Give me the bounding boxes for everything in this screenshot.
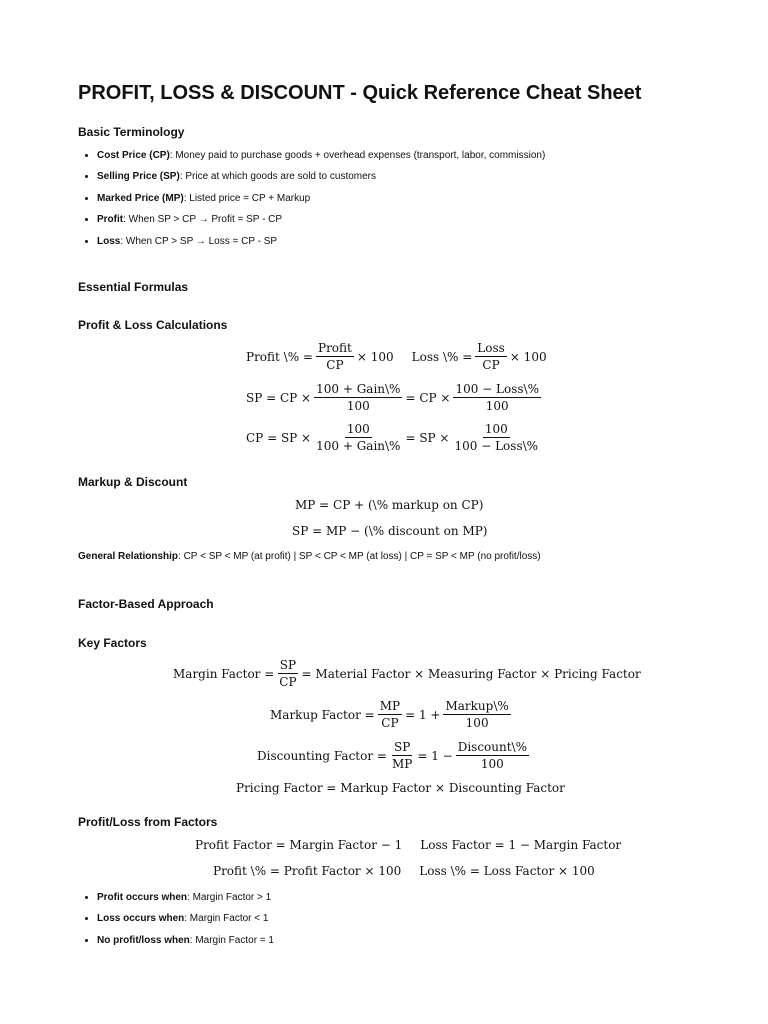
general-relationship: General Relationship: CP < SP < MP (at profit) | SP < CP < MP (at loss) | CP = SP < MP (no profit/loss) — [78, 551, 541, 562]
list-item: • Profit: When SP > CP → Profit = SP - CP — [97, 213, 545, 234]
condition-list — [78, 891, 274, 955]
list-item: • Loss occurs when: Margin Factor < 1 — [97, 912, 274, 933]
formula-cp-from-sp: CP = SP × $\frac{100}{\text{100 + Gain\textbackslash{}\%}}$ = SP × $\frac{100}{\text{100 − Loss\textbackslash{}\%}}$ — [246, 422, 539, 453]
fraction: $\frac{SP}{MP}$ — [391, 740, 413, 771]
fraction: $\frac{\text{100 + Gain\textbackslash{}\%}}{100}$ — [316, 382, 401, 413]
fraction: $\frac{\text{100 − Loss\textbackslash{}\%}}{100}$ — [455, 382, 539, 413]
heading-essential-formulas: Essential Formulas — [78, 280, 189, 294]
list-item: • Selling Price (SP): Price at which goods are sold to customers — [97, 170, 545, 191]
heading-basic-terminology: Basic Terminology — [78, 125, 185, 139]
formula-pricing-factor: Pricing Factor = Markup Factor × Discounting Factor — [236, 781, 565, 795]
basic-terminology-list — [78, 149, 545, 256]
formula-margin-factor: Margin Factor = $\frac{SP}{CP}$ = Material Factor × Measuring Factor × Pricing Factor — [173, 658, 641, 689]
formula-discounting-factor: Discounting Factor = $\frac{SP}{MP}$ = 1 − $\frac{\text{Discount\textbackslash{}\%}}{100}$ — [257, 740, 527, 771]
page-title: PROFIT, LOSS & DISCOUNT - Quick Reference Cheat Sheet — [78, 82, 642, 104]
list-item: • Loss: When CP > SP → Loss = CP - SP — [97, 235, 545, 256]
heading-markup-discount: Markup & Discount — [78, 475, 188, 489]
formula-sp-from-cp: SP = CP × $\frac{\text{100 + Gain\textbackslash{}\%}}{100}$ = CP × $\frac{\text{100 − Loss\textbackslash{}\%}}{100}$ — [246, 382, 539, 413]
heading-profit-loss-factors: Profit/Loss from Factors — [78, 815, 218, 829]
fraction: $\frac{\text{Discount\textbackslash{}\%}}{100}$ — [457, 740, 527, 771]
fraction: $\frac{100}{\text{100 + Gain\textbackslash{}\%}}$ — [316, 422, 401, 453]
list-item: • Cost Price (CP): Money paid to purchase goods + overhead expenses (transport, labor, commission) — [97, 149, 545, 170]
formula-profit-loss-percent-factor: Profit \% = Profit Factor × 100 Loss \% = Loss Factor × 100 — [213, 864, 595, 878]
list-item: • Marked Price (MP): Listed price = CP + Markup — [97, 192, 545, 213]
heading-key-factors: Key Factors — [78, 636, 147, 650]
formula-profit-loss-percent: Profit \% = $\frac{\text{Profit}}{CP}$ × 100 Loss \% = $\frac{\text{Loss}}{CP}$ × 100 — [246, 341, 547, 372]
list-item: • No profit/loss when: Margin Factor = 1 — [97, 934, 274, 955]
formula-sp-discount: SP = MP − (\% discount on MP) — [292, 524, 488, 538]
fraction: $\frac{100}{\text{100 − Loss\textbackslash{}\%}}$ — [454, 422, 539, 453]
formula-mp: MP = CP + (\% markup on CP) — [295, 498, 484, 512]
fraction: $\frac{MP}{CP}$ — [379, 699, 401, 730]
formula-profit-loss-factor: Profit Factor = Margin Factor − 1 Loss Factor = 1 − Margin Factor — [195, 838, 622, 852]
heading-profit-loss: Profit & Loss Calculations — [78, 318, 228, 332]
formula-markup-factor: Markup Factor = $\frac{MP}{CP}$ = 1 + $\frac{\text{Markup\textbackslash{}\%}}{100}$ — [270, 699, 509, 730]
fraction: $\frac{\text{Markup\textbackslash{}\%}}{100}$ — [445, 699, 509, 730]
list-item: • Profit occurs when: Margin Factor > 1 — [97, 891, 274, 912]
fraction: $\frac{\text{Loss}}{CP}$ — [477, 341, 505, 372]
heading-factor-approach: Factor-Based Approach — [78, 597, 214, 611]
fraction: $\frac{\text{Profit}}{CP}$ — [318, 341, 352, 372]
fraction: $\frac{SP}{CP}$ — [279, 658, 297, 689]
